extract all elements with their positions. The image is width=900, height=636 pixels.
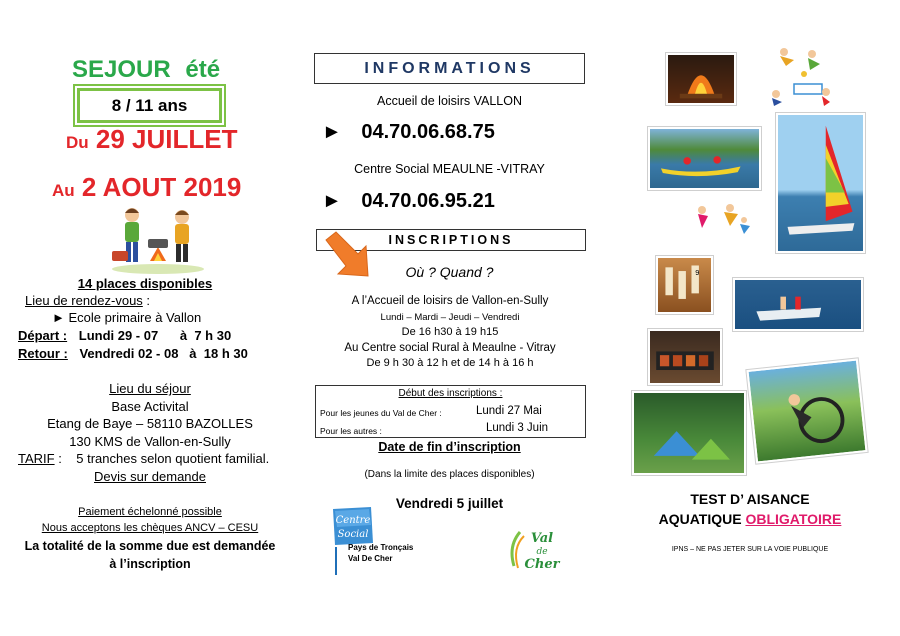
date-to-value: 2 AOUT 2019 — [81, 172, 242, 202]
stay-location-line: Base Activital — [111, 398, 189, 414]
centre-social-logo — [331, 505, 375, 547]
installment-payment: Paiement échelonné possible — [78, 506, 222, 518]
departure-label: Départ : — [18, 328, 68, 343]
age-range-box: 8 / 11 ans — [77, 88, 222, 123]
return-line — [18, 345, 248, 363]
meeting-point-label — [25, 292, 150, 310]
meeting-point-place: Ecole primaire à Vallon — [68, 310, 202, 325]
accueil-vallon-label: Accueil de loisirs VALLON — [377, 94, 522, 108]
date-to — [52, 172, 241, 203]
kids-activity-illustration — [690, 200, 752, 236]
centre-social-line1: Pays de Tronçais — [348, 543, 414, 552]
registration-end-date: Vendredi 5 juillet — [395, 496, 504, 511]
ipns-notice: IPNS – NE PAS JETER SUR LA VOIE PUBLIQUE — [671, 546, 829, 553]
registration-places — [300, 294, 600, 372]
swim-test-mandatory: OBLIGATOIRE — [745, 511, 842, 527]
tarif-value: : 5 tranches selon quotient familial. — [54, 451, 270, 466]
registration-place-line: De 9 h 30 à 12 h et de 14 h à 16 h — [366, 357, 534, 369]
meeting-point-label-text: Lieu de rendez-vous — [25, 293, 143, 308]
registration-place-line: A l’Accueil de loisirs de Vallon-en-Sully — [351, 295, 549, 307]
places-available: 14 places disponibles — [77, 276, 213, 291]
sejour-word: SEJOUR — [72, 56, 171, 83]
registration-place-line: Lundi – Mardi – Jeudi – Vendredi — [380, 311, 520, 323]
swim-test-line1: TEST D’ AISANCE — [690, 491, 810, 507]
centre-social-bar — [335, 547, 337, 575]
informations-title: INFORMATIONS — [314, 53, 585, 84]
swim-test-notice — [600, 489, 900, 529]
stay-location-line: 130 KMS de Vallon-en-Sully — [69, 433, 231, 449]
centre-social-line2: Val De Cher — [348, 554, 393, 563]
svg-text:9: 9 — [695, 267, 700, 277]
departure-line — [18, 327, 231, 345]
skittles-photo — [656, 256, 713, 314]
return-value: Vendredi 02 - 08 à 18 h 30 — [79, 346, 248, 361]
total-payment-note — [0, 537, 300, 573]
ete-word: été — [185, 56, 221, 83]
bullet-arrow-icon: ► — [322, 121, 342, 143]
return-label: Retour : — [18, 346, 68, 361]
valcher-youth-date: Lundi 27 Mai — [476, 405, 542, 417]
tarif-line — [0, 450, 300, 468]
val-de-cher-text: Cher — [524, 557, 560, 572]
accepted-cheques: Nous acceptons les chèques ANCV – CESU — [41, 522, 259, 534]
bullet-arrow-icon: ► — [322, 190, 342, 212]
swim-test-aquatique: AQUATIQUE — [658, 511, 746, 527]
stay-location-line: Etang de Baye – 58110 BAZOLLES — [47, 416, 253, 431]
centre-social-logo-text: Social — [337, 529, 369, 540]
date-to-prefix: Au — [52, 181, 75, 200]
quote-on-request: Devis sur demande — [94, 468, 206, 484]
total-payment-line2: à l’inscription — [109, 557, 191, 571]
phone-meaulne-number: 04.70.06.95.21 — [361, 190, 495, 212]
registration-place-line: De 16 h30 à 19 h15 — [401, 326, 499, 338]
date-from-value: 29 JUILLET — [95, 124, 238, 154]
total-payment-line1: La totalité de la somme due est demandée — [24, 539, 276, 553]
val-de-cher-text: Val — [530, 531, 554, 546]
others-date: Lundi 3 Juin — [486, 422, 549, 434]
where-when: Où ? Quand ? — [405, 264, 494, 280]
stay-location-title: Lieu du séjour — [109, 381, 191, 396]
stay-location-block — [0, 380, 300, 485]
departure-value: Lundi 29 - 07 à 7 h 30 — [78, 328, 232, 343]
valcher-youth-label: Pour les jeunes du Val de Cher : — [320, 408, 442, 418]
others-label: Pour les autres : — [320, 426, 382, 436]
barbecue-photo — [648, 329, 722, 385]
phone-meaulne — [322, 190, 495, 213]
beach-volley-illustration — [764, 44, 834, 110]
registration-end-note: (Dans la limite des places disponibles) — [364, 469, 535, 480]
registration-start-box — [315, 385, 586, 438]
payment-block — [0, 504, 300, 536]
bullet-arrow-icon: ► — [52, 310, 65, 325]
phone-vallon — [322, 121, 495, 144]
registration-end-title: Date de fin d’inscription — [378, 440, 521, 454]
registration-place-line: Au Centre social Rural à Meaulne - Vitray — [344, 341, 556, 354]
meeting-point — [52, 309, 201, 327]
centre-social-logo-text: Centre — [335, 515, 371, 526]
swim-test-line2 — [600, 509, 900, 529]
mountain-bike-photo — [746, 358, 867, 463]
meeting-point-colon: : — [142, 293, 151, 308]
children-cooking-illustration — [108, 203, 208, 275]
camping-tent-photo — [632, 391, 746, 475]
canoe-photo — [648, 127, 761, 190]
sejour-title — [72, 56, 220, 84]
catamaran-photo — [776, 113, 865, 253]
centre-social-label: Centre Social MEAULNE -VITRAY — [354, 162, 545, 176]
date-from-prefix: Du — [66, 133, 89, 152]
registration-start-title: Début des inscriptions : — [398, 388, 503, 399]
phone-vallon-number: 04.70.06.68.75 — [361, 121, 495, 143]
tarif-label: TARIF — [18, 451, 55, 466]
date-from — [66, 124, 238, 155]
pedalo-photo — [733, 278, 863, 331]
val-de-cher-text: de — [536, 547, 548, 557]
campfire-photo — [666, 53, 736, 105]
inscriptions-title: INSCRIPTIONS — [316, 229, 586, 251]
centre-social-name — [348, 542, 413, 564]
val-de-cher-logo — [506, 522, 564, 576]
